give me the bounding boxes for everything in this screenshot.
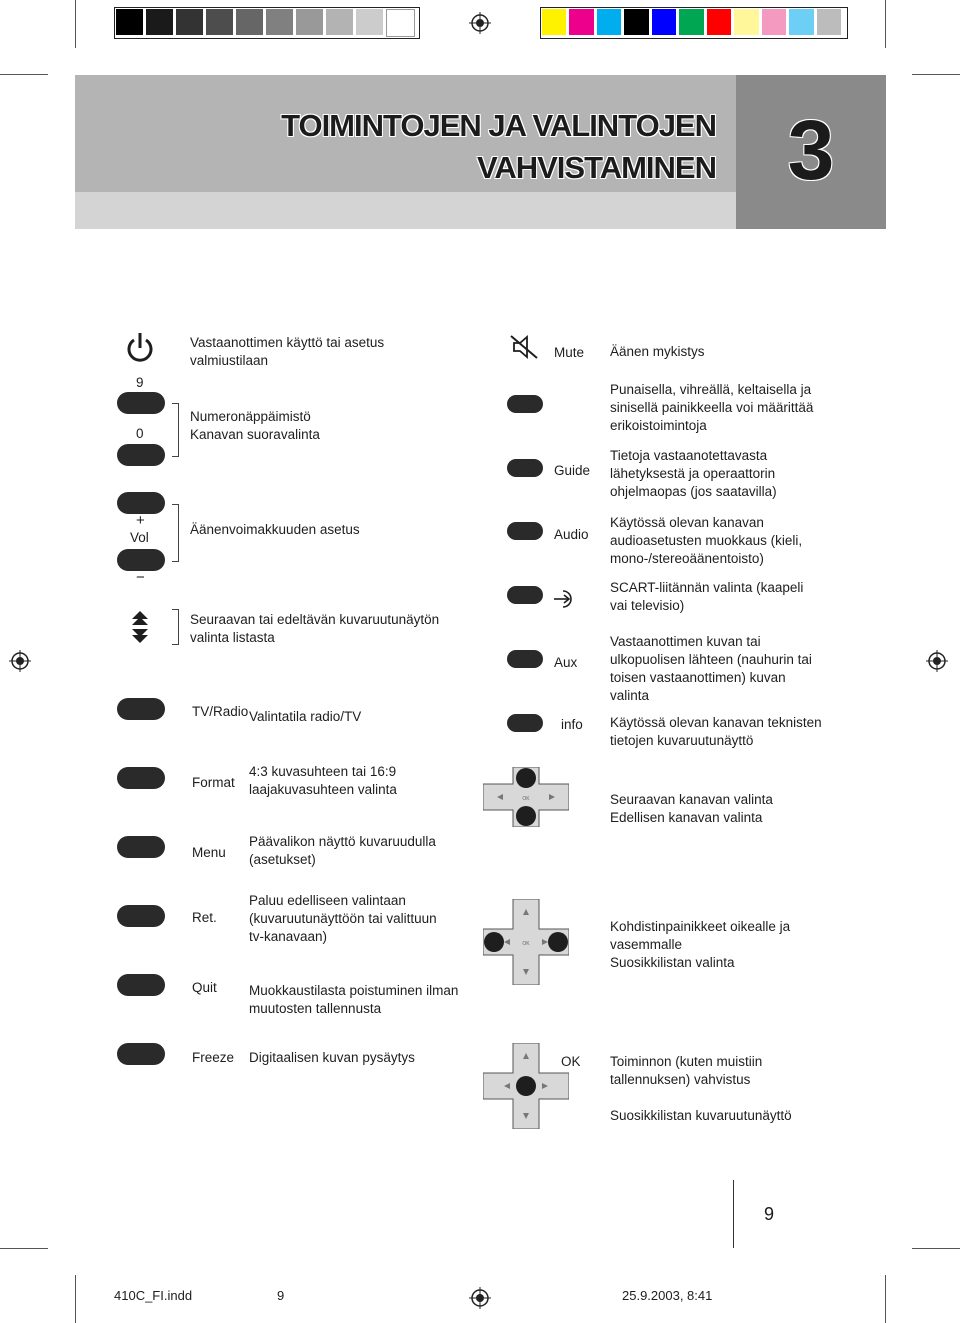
color-swatch [597, 9, 621, 35]
page-number-rule [733, 1180, 734, 1248]
guide-button[interactable] [507, 459, 543, 477]
page-number: 9 [764, 1204, 775, 1224]
updown-description-2: Edellisen kanavan valinta [610, 810, 763, 825]
key-0-label: 0 [136, 426, 144, 441]
crop-mark [75, 1275, 76, 1323]
ret-label: Ret. [192, 910, 217, 925]
updown-description-1: Seuraavan kanavan valinta [610, 792, 773, 807]
vol-plus-label: + [136, 512, 145, 529]
page-description: Seuraavan tai edeltävän kuvaruutunäytön valinta listasta [190, 612, 440, 645]
numeric-bracket [172, 403, 179, 457]
crop-mark [885, 1275, 886, 1323]
gray-swatch [386, 9, 415, 37]
chapter-number: 3 [787, 103, 835, 197]
quit-button[interactable] [117, 974, 165, 996]
ok-label: OK [561, 1054, 581, 1069]
mute-description: Äänen mykistys [610, 344, 705, 359]
ret-button[interactable] [117, 905, 165, 927]
audio-label: Audio [554, 527, 589, 542]
footer-page: 9 [277, 1288, 285, 1303]
registration-mark-icon [469, 12, 491, 34]
mute-label: Mute [554, 345, 585, 360]
info-label: info [561, 717, 583, 732]
format-label: Format [192, 775, 235, 790]
color-keys-button[interactable] [507, 395, 543, 413]
registration-mark-icon [469, 1287, 491, 1309]
crop-mark [885, 0, 886, 48]
footer-file: 410C_FI.indd [114, 1288, 193, 1303]
crop-mark [75, 0, 76, 48]
color-swatch [679, 9, 703, 35]
color-swatch [762, 9, 786, 35]
crop-mark [0, 74, 48, 75]
vol-up-button[interactable] [117, 492, 165, 514]
key-9-label: 9 [136, 375, 144, 390]
color-swatch [789, 9, 813, 35]
crop-mark [0, 1248, 48, 1249]
gray-swatch [266, 9, 293, 35]
quit-label: Quit [192, 980, 217, 995]
format-description: 4:3 kuvasuhteen tai 16:9 laajakuvasuhteen valinta [249, 764, 397, 797]
crop-mark [912, 1248, 960, 1249]
ok-description-2: Suosikkilistan kuvaruutunäyttö [610, 1108, 792, 1123]
dpad-left-right-icon[interactable] [483, 899, 569, 985]
numeric-description-1: Numeronäppäimistö [190, 409, 311, 424]
gray-swatch [206, 9, 233, 35]
gray-swatch [176, 9, 203, 35]
page-up-down-icon[interactable] [130, 610, 150, 644]
gray-swatch [116, 9, 143, 35]
vol-label: Vol [130, 530, 149, 545]
ret-description: Paluu edelliseen valintaan (kuvaruutunäyttöön tai valittuun tv-kanavaan) [249, 893, 437, 944]
gray-swatch [296, 9, 323, 35]
guide-label: Guide [554, 463, 591, 478]
svg-text:OK: OK [522, 796, 530, 802]
color-keys-description: Punaisella, vihreällä, keltaisella ja sinisellä painikkeella voi määrittää erikoistoimintoja [610, 382, 814, 433]
format-button[interactable] [117, 767, 165, 789]
color-swatch [542, 9, 566, 35]
tvradio-label: TV/Radio [192, 704, 249, 719]
page-bracket [172, 609, 179, 645]
gray-swatch [356, 9, 383, 35]
dpad-ok-icon[interactable] [483, 1043, 569, 1129]
page-title-line-2: VAHVISTAMINEN [476, 150, 716, 185]
color-swatch [624, 9, 648, 35]
tvradio-button[interactable] [117, 698, 165, 720]
color-swatch [707, 9, 731, 35]
leftright-description-1: Kohdistinpainikkeet oikealle ja vasemmalle [610, 919, 791, 952]
freeze-description: Digitaalisen kuvan pysäytys [249, 1050, 415, 1065]
vol-minus-label: − [136, 569, 145, 586]
mute-icon[interactable] [509, 334, 539, 360]
ok-description-1: Toiminnon (kuten muistiin tallennuksen) vahvistus [610, 1054, 763, 1087]
guide-description: Tietoja vastaanotettavasta lähetyksestä ja operaattorin ohjelmaopas (jos saatavilla) [610, 448, 777, 499]
tvradio-description: Valintatila radio/TV [249, 709, 362, 724]
power-icon [124, 330, 156, 366]
gray-swatch [326, 9, 353, 35]
freeze-label: Freeze [192, 1050, 235, 1065]
quit-description: Muokkaustilasta poistuminen ilman muutosten tallennusta [249, 983, 459, 1016]
scart-description: SCART-liitännän valinta (kaapeli vai televisio) [610, 580, 804, 613]
crop-mark [912, 74, 960, 75]
freeze-button[interactable] [117, 1043, 165, 1065]
menu-description: Päävalikon näyttö kuvaruudulla (asetukset) [249, 834, 436, 867]
gray-swatch [236, 9, 263, 35]
scart-input-icon [553, 588, 579, 610]
leftright-description-2: Suosikkilistan valinta [610, 955, 735, 970]
aux-description: Vastaanottimen kuvan tai ulkopuolisen lähteen (nauhurin tai toisen vastaanottimen) kuvan valinta [610, 634, 812, 703]
page-title-line-1: TOIMINTOJEN JA VALINTOJEN [281, 108, 716, 143]
aux-button[interactable] [507, 650, 543, 668]
key-9-button[interactable] [117, 392, 165, 414]
footer-date: 25.9.2003, 8:41 [622, 1288, 713, 1303]
registration-mark-icon [9, 650, 31, 672]
key-0-button[interactable] [117, 444, 165, 466]
power-description: Vastaanottimen käyttö tai asetus valmiustilaan [190, 335, 385, 368]
svg-text:OK: OK [522, 941, 530, 947]
aux-label: Aux [554, 655, 578, 670]
vol-down-button[interactable] [117, 549, 165, 571]
audio-button[interactable] [507, 522, 543, 540]
color-swatch [817, 9, 841, 35]
menu-label: Menu [192, 845, 226, 860]
info-button[interactable] [507, 714, 543, 732]
menu-button[interactable] [117, 836, 165, 858]
header-band-lower [75, 192, 736, 229]
registration-mark-icon [926, 650, 948, 672]
dpad-up-down-icon[interactable] [483, 767, 569, 827]
vol-bracket [172, 504, 179, 562]
color-swatch [652, 9, 676, 35]
info-description: Käytössä olevan kanavan teknisten tietojen kuvaruutunäyttö [610, 715, 822, 748]
vol-description: Äänenvoimakkuuden asetus [190, 522, 360, 537]
color-swatch [734, 9, 758, 35]
color-swatch [569, 9, 593, 35]
audio-description: Käytössä olevan kanavan audioasetusten muokkaus (kieli, mono-/stereoäänentoisto) [610, 515, 803, 566]
gray-swatch [146, 9, 173, 35]
numeric-description-2: Kanavan suoravalinta [190, 427, 320, 442]
scart-button[interactable] [507, 586, 543, 604]
